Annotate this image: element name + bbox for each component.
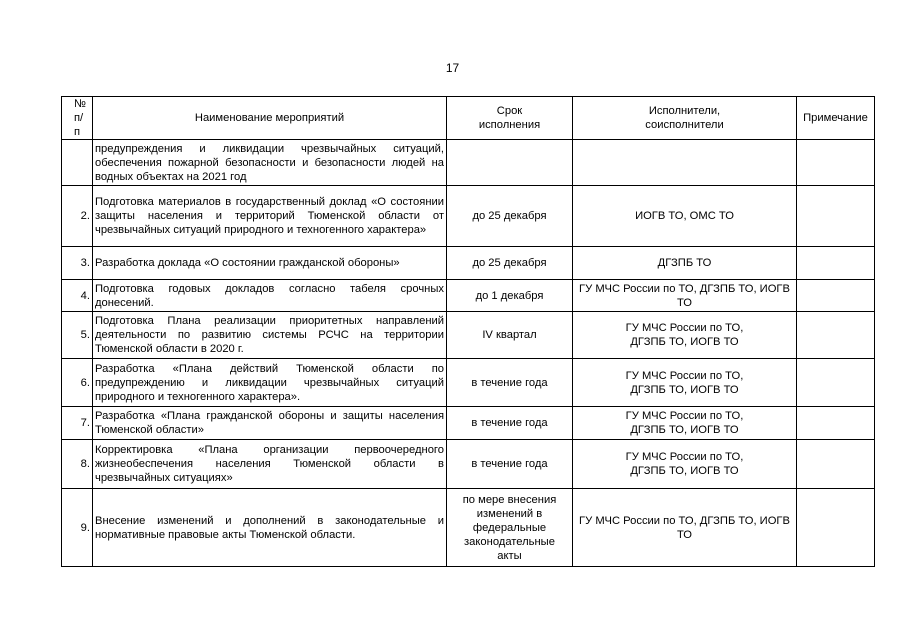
header-num: № п/п [62, 97, 93, 140]
table-row [62, 280, 875, 312]
table-row [62, 186, 875, 247]
row-num: 5. [62, 312, 93, 359]
row-exec: ГУ МЧС России по ТО, ДГЗПБ ТО, ИОГВ ТО [573, 359, 797, 407]
row-note [797, 440, 875, 489]
row-num: 7. [62, 407, 93, 440]
row-num: 4. [62, 280, 93, 312]
row-note [797, 359, 875, 407]
row-exec: ГУ МЧС России по ТО, ДГЗПБ ТО, ИОГВ ТО [573, 489, 797, 567]
table-row [62, 140, 875, 186]
row-term: IV квартал [447, 312, 573, 359]
table-row [62, 359, 875, 407]
row-exec: ДГЗПБ ТО [573, 247, 797, 280]
row-num: 3. [62, 247, 93, 280]
row-note [797, 280, 875, 312]
table-row [62, 312, 875, 359]
row-exec: ГУ МЧС России по ТО, ДГЗПБ ТО, ИОГВ ТО [573, 280, 797, 312]
row-term: в течение года [447, 359, 573, 407]
row-name: предупреждения и ликвидации чрезвычайных ситуаций, обеспечения пожарной безопасности и безопасности людей на водных объектах на 2021 год [93, 140, 447, 186]
row-name: Разработка «Плана действий Тюменской области по предупреждению и ликвидации чрезвычайных ситуаций природного и техногенного характера». [93, 359, 447, 407]
row-num: 8. [62, 440, 93, 489]
row-name: Корректировка «Плана организации первоочередного жизнеобеспечения населения Тюменской области в чрезвычайных ситуациях» [93, 440, 447, 489]
header-name: Наименование мероприятий [93, 97, 447, 140]
row-exec: ГУ МЧС России по ТО, ДГЗПБ ТО, ИОГВ ТО [573, 312, 797, 359]
row-exec: ГУ МЧС России по ТО, ДГЗПБ ТО, ИОГВ ТО [573, 440, 797, 489]
row-num: 2. [62, 186, 93, 247]
table-row [62, 489, 875, 567]
row-term: до 25 декабря [447, 186, 573, 247]
header-term: Срок исполнения [447, 97, 573, 140]
row-term: в течение года [447, 440, 573, 489]
row-note [797, 186, 875, 247]
row-name: Подготовка годовых докладов согласно табеля срочных донесений. [93, 280, 447, 312]
row-name: Разработка доклада «О состоянии гражданской обороны» [93, 247, 447, 280]
row-name: Внесение изменений и дополнений в законодательные и нормативные правовые акты Тюменской области. [93, 489, 447, 567]
row-note [797, 407, 875, 440]
row-note [797, 247, 875, 280]
row-num: 9. [62, 489, 93, 567]
table-header-row [62, 97, 875, 140]
header-exec: Исполнители, соисполнители [573, 97, 797, 140]
row-term [447, 140, 573, 186]
row-exec: ИОГВ ТО, ОМС ТО [573, 186, 797, 247]
row-term: до 1 декабря [447, 280, 573, 312]
row-term: по мере внесения изменений в федеральные законодательные акты [447, 489, 573, 567]
row-exec [573, 140, 797, 186]
table-row [62, 247, 875, 280]
row-note [797, 489, 875, 567]
row-num: 6. [62, 359, 93, 407]
row-term: в течение года [447, 407, 573, 440]
row-name: Подготовка материалов в государственный доклад «О состоянии защиты населения и территорий Тюменской области от чрезвычайных ситуаций природного и техногенного характера» [93, 186, 447, 247]
row-name: Разработка «Плана гражданской обороны и защиты населения Тюменской области» [93, 407, 447, 440]
table-row [62, 440, 875, 489]
row-note [797, 312, 875, 359]
page-number: 17 [445, 61, 460, 75]
row-num [62, 140, 93, 186]
header-note: Примечание [797, 97, 875, 140]
row-note [797, 140, 875, 186]
measures-table [61, 96, 875, 567]
table-row [62, 407, 875, 440]
row-exec: ГУ МЧС России по ТО, ДГЗПБ ТО, ИОГВ ТО [573, 407, 797, 440]
row-name: Подготовка Плана реализации приоритетных направлений деятельности по развитию системы РСЧС на территории Тюменской области в 2020 г. [93, 312, 447, 359]
row-term: до 25 декабря [447, 247, 573, 280]
